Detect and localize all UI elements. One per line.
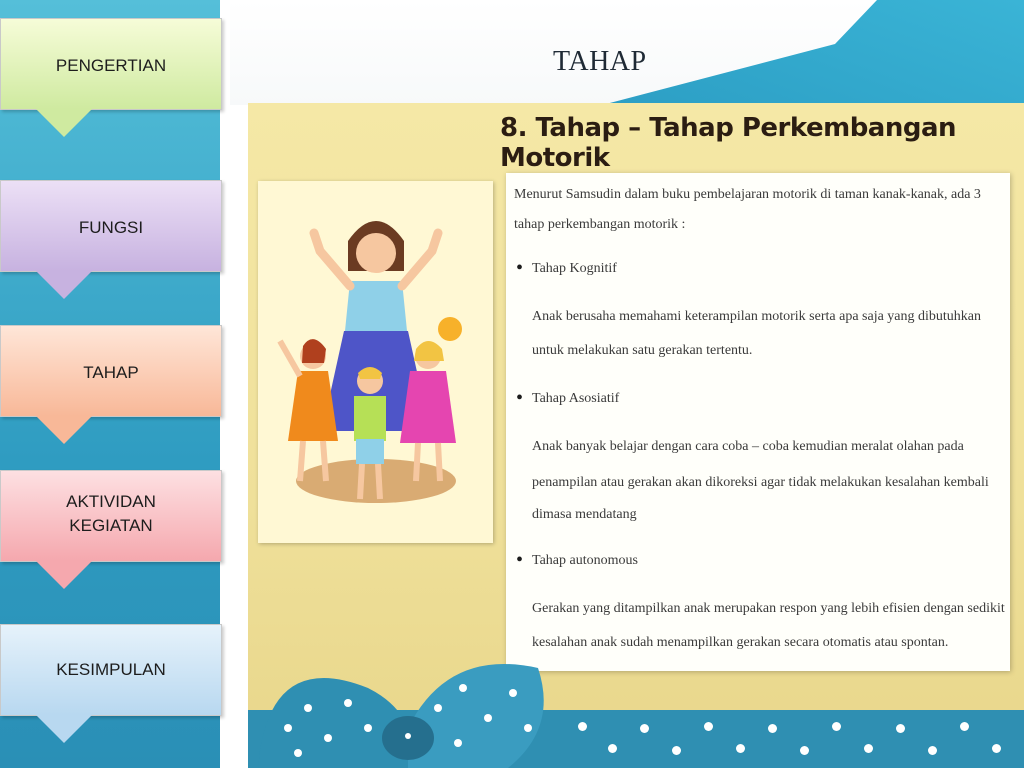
nav-label: FUNGSI bbox=[78, 218, 144, 237]
divider-strip bbox=[220, 0, 250, 768]
stage-text: Gerakan yang ditampilkan anak merupakan respon yang lebih efisien dengan sedikit bbox=[532, 601, 1005, 616]
nav-item-fungsi[interactable] bbox=[0, 180, 222, 272]
nav-arrow-tip bbox=[36, 715, 92, 743]
children-illustration bbox=[258, 181, 493, 543]
ribbon-dots bbox=[248, 710, 1024, 768]
nav-label: TAHAP bbox=[83, 363, 139, 382]
nav-arrow-tip bbox=[36, 271, 92, 299]
nav-item-tahap[interactable] bbox=[0, 325, 222, 417]
nav-arrow-tip bbox=[36, 109, 92, 137]
nav-item-pengertian[interactable] bbox=[0, 18, 222, 110]
nav-label: PENGERTIAN bbox=[55, 56, 167, 75]
stage-heading-kognitif: • Tahap Kognitif bbox=[532, 261, 617, 277]
stage-text: dimasa mendatang bbox=[532, 507, 637, 522]
slide-heading: 8. Tahap – Tahap Perkembangan Motorik bbox=[500, 113, 957, 173]
content-textbox bbox=[506, 173, 1010, 671]
stage-text: penampilan atau gerakan akan dikoreksi agar tidak melakukan kesalahan kembali bbox=[532, 475, 989, 490]
intro-line-1: Menurut Samsudin dalam buku pembelajaran motorik di taman kanak-kanak, ada 3 bbox=[514, 187, 981, 202]
nav-arrow-tip bbox=[36, 561, 92, 589]
intro-line-2: tahap perkembangan motorik : bbox=[514, 217, 686, 232]
stage-heading-asosiatif: • Tahap Asosiatif bbox=[532, 391, 619, 407]
slide-image bbox=[248, 103, 1024, 768]
nav-arrow-tip bbox=[36, 416, 92, 444]
page-title: TAHAP bbox=[553, 46, 647, 77]
nav-item-aktividan-kegiatan[interactable] bbox=[0, 470, 222, 562]
nav-item-kesimpulan[interactable] bbox=[0, 624, 222, 716]
stage-heading-autonomous: • Tahap autonomous bbox=[532, 553, 638, 569]
nav-label-line1: AKTIVIDAN bbox=[66, 492, 156, 511]
nav-label-line2: KEGIATAN bbox=[69, 516, 153, 535]
stage-text: kesalahan anak sudah menampilkan gerakan secara otomatis atau spontan. bbox=[532, 635, 949, 650]
stage-text: untuk melakukan satu gerakan tertentu. bbox=[532, 343, 753, 358]
illustration-svg bbox=[258, 181, 493, 543]
stage-text: Anak berusaha memahami keterampilan motorik serta apa saja yang dibutuhkan bbox=[532, 309, 982, 324]
nav-label: KESIMPULAN bbox=[56, 660, 166, 679]
stage-text: Anak banyak belajar dengan cara coba – coba kemudian meralat olahan pada bbox=[532, 439, 964, 454]
